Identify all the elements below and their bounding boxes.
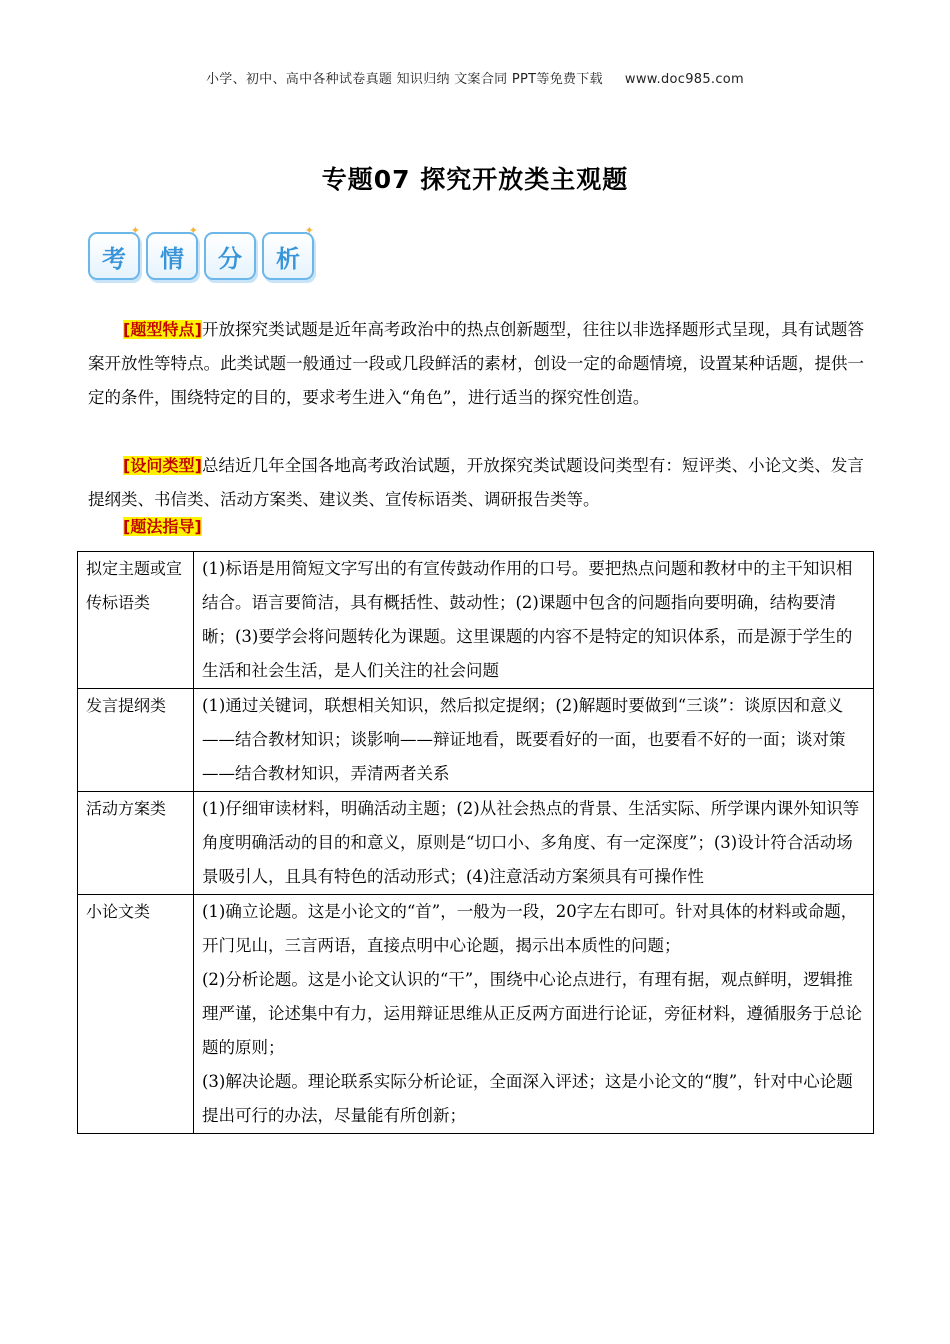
types-paragraph xyxy=(88,449,864,517)
table-row xyxy=(78,689,874,792)
page-header xyxy=(0,68,950,87)
header-site: www.doc985.com xyxy=(624,72,745,87)
page-title: 专题07 探究开放类主观题 xyxy=(321,165,629,194)
content-paragraph: (1)确立论题。这是小论文的“首”，一般为一段，20字左右即可。针对具体的材料或命题，开门见山，三言两语，直接点明中心论题，揭示出本质性的问题； xyxy=(202,902,858,955)
sparkle-icon: ✦ xyxy=(188,224,198,237)
badge-char: 分 xyxy=(218,244,242,273)
row-category: 活动方案类 xyxy=(78,792,194,895)
badge-3 xyxy=(204,232,256,280)
row-content xyxy=(194,895,874,1134)
features-text: 开放探究类试题是近年高考政治中的热点创新题型，往往以非选择题形式呈现，具有试题答案开放性等特点。此类试题一般通过一段或几段鲜活的素材，创设一定的命题情境，设置某种话题，提供一定的条件，围绕特定的目的，要求考生进入“角色”，进行适当的探究性创造。 xyxy=(88,320,864,407)
guide-heading xyxy=(123,514,202,537)
guide-table xyxy=(77,551,874,1134)
features-paragraph xyxy=(88,313,864,415)
badge-char: 考 xyxy=(102,244,126,273)
row-content xyxy=(194,552,874,689)
analysis-badges xyxy=(88,224,314,280)
row-category: 拟定主题或宣传标语类 xyxy=(78,552,194,689)
types-text: 总结近几年全国各地高考政治试题，开放探究类试题设问类型有：短评类、小论文类、发言提纲类、书信类、活动方案类、建议类、宣传标语类、调研报告类等。 xyxy=(88,456,864,509)
table-row xyxy=(78,792,874,895)
badge-char: 析 xyxy=(276,244,300,273)
content-paragraph: (2)分析论题。这是小论文认识的“干”，围绕中心论点进行，有理有据，观点鲜明，逻辑推理严谨，论述集中有力，运用辩证思维从正反两方面进行论证，旁征材料，遵循服务于总论题的原则； xyxy=(202,970,862,1057)
types-tag: [设问类型] xyxy=(123,456,202,475)
content-paragraph: (3)解决论题。理论联系实际分析论证，全面深入评述；这是小论文的“腹”，针对中心论题提出可行的办法，尽量能有所创新； xyxy=(202,1072,853,1125)
features-tag: [题型特点] xyxy=(123,320,202,339)
guide-tag: [题法指导] xyxy=(123,517,202,536)
badge-1 xyxy=(88,224,140,280)
row-category: 发言提纲类 xyxy=(78,689,194,792)
sparkle-icon: ✦ xyxy=(130,224,140,237)
row-content xyxy=(194,792,874,895)
table-row xyxy=(78,895,874,1134)
badge-char: 情 xyxy=(160,244,184,273)
content-paragraph: (1)标语是用简短文字写出的有宣传鼓动作用的口号。要把热点问题和教材中的主干知识相结合。语言要简洁，具有概括性、鼓动性；(2)课题中包含的问题指向要明确，结构要清晰；(3)要学会将问题转化为课题。这里课题的内容不是特定的知识体系，而是源于学生的生活和社会生活，是人们关注的社会问题 xyxy=(202,559,853,680)
badge-2 xyxy=(146,224,198,280)
table-row xyxy=(78,552,874,689)
header-slogan: 小学、初中、高中各种试卷真题 知识归纳 文案合同 PPT等免费下载 xyxy=(205,72,603,87)
sparkle-icon: ✦ xyxy=(304,224,314,237)
row-content xyxy=(194,689,874,792)
content-paragraph: (1)通过关键词，联想相关知识，然后拟定提纲；(2)解题时要做到“三谈”：谈原因和意义——结合教材知识；谈影响——辩证地看，既要看好的一面，也要看不好的一面；谈对策——结合教材知识，弄清两者关系 xyxy=(202,696,846,783)
content-paragraph: (1)仔细审读材料，明确活动主题；(2)从社会热点的背景、生活实际、所学课内课外知识等角度明确活动的目的和意义，原则是“切口小、多角度、有一定深度”；(3)设计符合活动场景吸引人，且具有特色的活动形式；(4)注意活动方案须具有可操作性 xyxy=(202,799,860,886)
row-category: 小论文类 xyxy=(78,895,194,1134)
badge-4 xyxy=(262,224,314,280)
